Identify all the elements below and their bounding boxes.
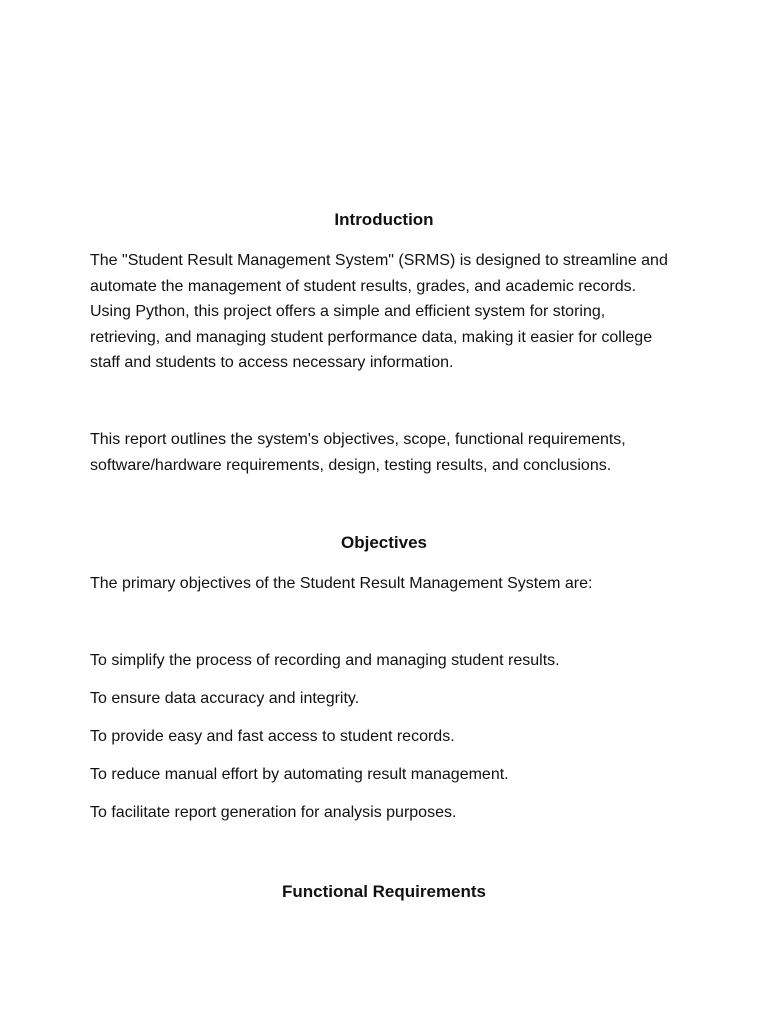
objective-item: To ensure data accuracy and integrity.	[90, 690, 360, 707]
objective-item: To provide easy and fast access to student records.	[90, 728, 455, 745]
functional-requirements-heading: Functional Requirements	[281, 882, 487, 901]
objectives-heading: Objectives	[341, 533, 427, 552]
introduction-paragraph	[90, 248, 680, 376]
paragraph-line: Using Python, this project offers a simple and efficient system for storing,	[90, 303, 606, 320]
objective-item: To reduce manual effort by automating result management.	[90, 766, 509, 783]
paragraph-line: This report outlines the system's objectives, scope, functional requirements,	[90, 431, 626, 448]
report-outline-paragraph	[90, 427, 680, 478]
objective-item: To facilitate report generation for analysis purposes.	[90, 804, 457, 821]
paragraph-line: software/hardware requirements, design, testing results, and conclusions.	[90, 456, 612, 474]
introduction-heading: Introduction	[334, 210, 434, 229]
paragraph-line: retrieving, and managing student performance data, making it easier for college	[90, 328, 653, 346]
paragraph-line: staff and students to access necessary information.	[90, 354, 454, 371]
paragraph-line: automate the management of student results, grades, and academic records.	[90, 277, 637, 295]
objectives-intro: The primary objectives of the Student Result Management System are:	[90, 575, 593, 592]
paragraph-line: The "Student Result Management System" (SRMS) is designed to streamline and	[90, 252, 668, 269]
objective-item: To simplify the process of recording and managing student results.	[90, 652, 560, 669]
